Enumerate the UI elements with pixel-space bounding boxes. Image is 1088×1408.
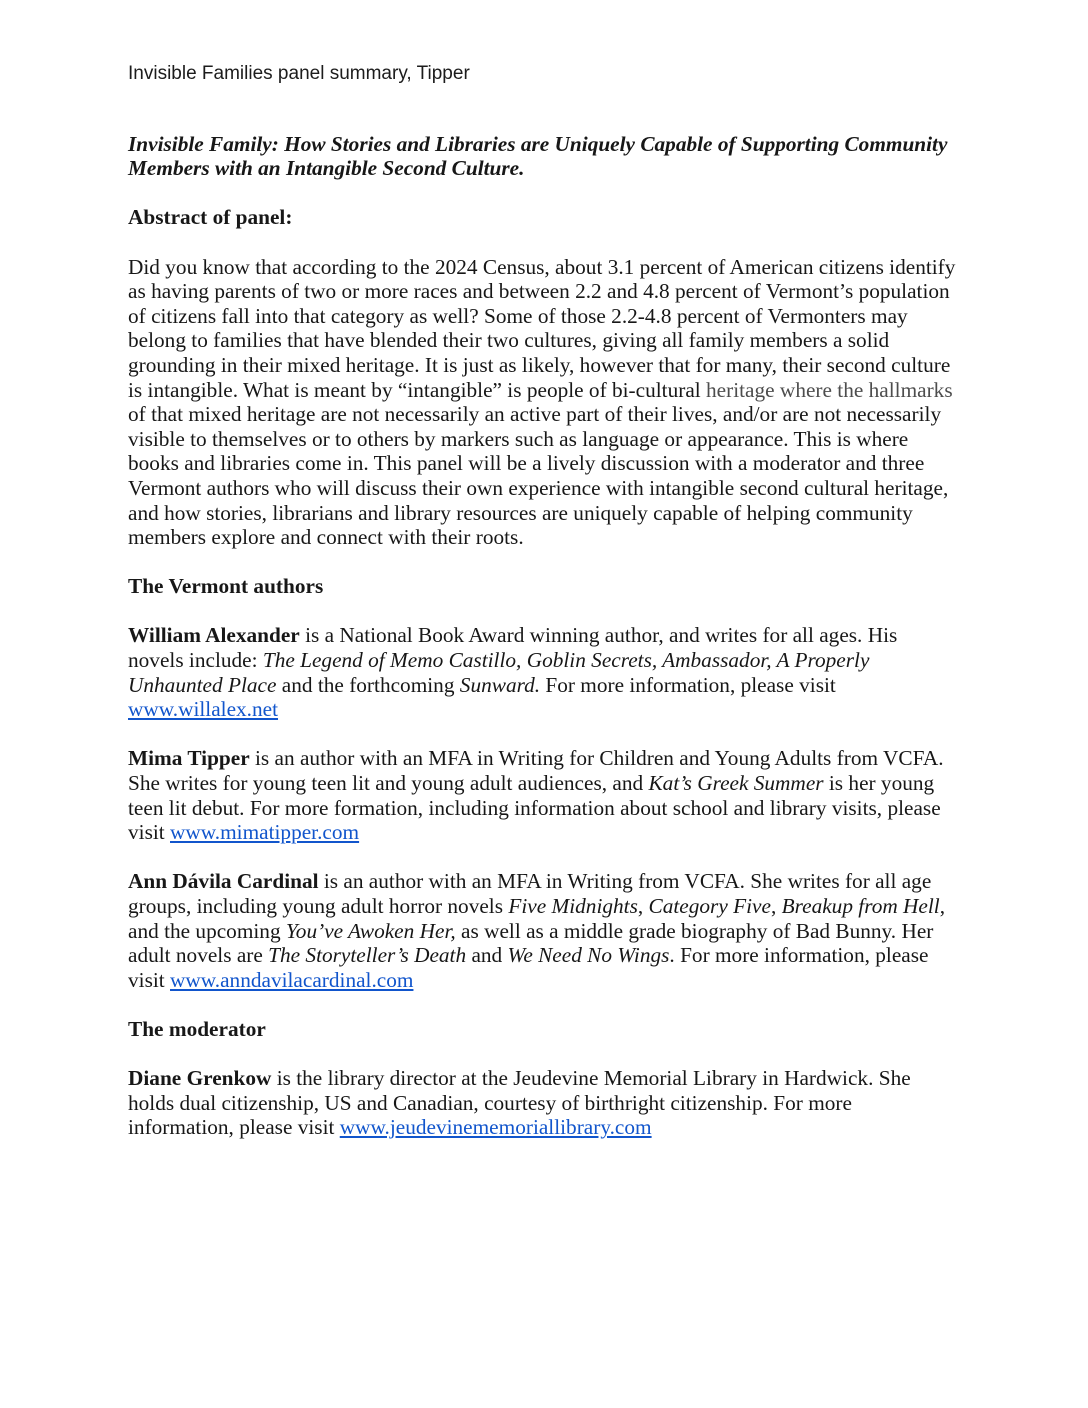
text-run: grounding in their mixed heritage. It is just as likely, however that for many, their second culture xyxy=(128,352,951,377)
text-run: is her young xyxy=(823,771,935,796)
text-run: holds dual citizenship, US and Canadian, courtesy of birthright citizenship. For more xyxy=(128,1090,852,1115)
text-run: visit xyxy=(128,967,171,992)
abstract-heading xyxy=(128,205,970,230)
author-mima-tipper-paragraph xyxy=(128,746,970,844)
text-line xyxy=(128,304,970,329)
text-line xyxy=(128,132,970,157)
text-line xyxy=(128,673,970,698)
text-line xyxy=(128,968,970,993)
text-run: and xyxy=(466,943,508,968)
text-run: Kat’s Greek Summer xyxy=(648,771,824,796)
text-line xyxy=(128,869,970,894)
text-run: is the library director at the Jeudevine Memorial Library in Hardwick. She xyxy=(271,1066,911,1091)
text-run: groups, including young adult horror novels xyxy=(128,894,509,918)
text-line xyxy=(128,156,970,181)
text-line xyxy=(128,501,970,526)
text-line xyxy=(128,255,970,280)
text-run: The Vermont authors xyxy=(128,574,324,599)
document-title xyxy=(128,132,970,181)
text-line xyxy=(128,402,970,427)
text-run: Abstract of panel: xyxy=(128,205,293,230)
text-run: adult novels are xyxy=(128,943,269,968)
abstract-paragraph xyxy=(128,255,970,550)
text-run: . For more information, please xyxy=(669,943,929,968)
text-run: is intangible. What is meant by “intangible” is people of bi-cultural xyxy=(128,377,707,402)
text-run: The Legend of Memo Castillo, Goblin Secrets, Ambassador, A Properly xyxy=(262,648,870,673)
text-run: of that mixed heritage are not necessarily an active part of their lives, and/or are not necessarily xyxy=(128,402,942,427)
text-line xyxy=(128,279,970,304)
text-run: novels include: xyxy=(128,648,263,673)
text-run: information, please visit xyxy=(128,1115,340,1140)
text-line xyxy=(128,328,970,353)
text-line xyxy=(128,451,970,476)
text-run: For more information, please visit xyxy=(540,672,836,697)
author-william-alexander-paragraph xyxy=(128,623,970,721)
text-run: Mima Tipper xyxy=(128,746,250,771)
text-run: Did you know that according to the 2024 Census, about 3.1 percent of American citizens identify xyxy=(128,254,956,279)
text-line xyxy=(128,353,970,378)
text-run: and how stories, librarians and library resources are uniquely capable of helping community xyxy=(128,500,913,525)
text-run: Five Midnights xyxy=(508,894,638,918)
text-line xyxy=(128,796,970,821)
text-run: of citizens fall into that category as well? Some of those 2.2-4.8 percent of Vermonters may xyxy=(128,303,908,328)
text-line xyxy=(128,697,970,722)
link-www-jeudevinememoriallibrary-com[interactable]: www.jeudevinememoriallibrary.com xyxy=(339,1115,652,1140)
author-ann-davila-cardinal-paragraph xyxy=(128,869,970,992)
text-line xyxy=(128,1066,970,1091)
text-run: She writes for young teen lit and young adult audiences, and xyxy=(128,771,649,796)
text-run: Members with an Intangible Second Culture. xyxy=(128,156,525,181)
text-run: Invisible Families panel summary, Tipper xyxy=(128,63,470,84)
text-line xyxy=(128,62,970,87)
text-run: and the forthcoming xyxy=(276,672,460,697)
text-run: books and libraries come in. This panel will be a lively discussion with a moderator and three xyxy=(128,451,925,476)
text-run: belong to families that have blended their two cultures, giving all family members a solid xyxy=(128,328,890,353)
text-run: is an author with an MFA in Writing from VCFA. She writes for all age xyxy=(318,869,932,894)
text-line xyxy=(128,1115,970,1140)
link-www-mimatipper-com[interactable]: www.mimatipper.com xyxy=(170,820,360,845)
text-line xyxy=(128,919,970,944)
text-line xyxy=(128,820,970,845)
text-line xyxy=(128,943,970,968)
text-run: Category Five xyxy=(648,894,771,918)
text-line xyxy=(128,476,970,501)
text-run: visible to themselves or to others by markers such as language or appearance. This is where xyxy=(128,426,909,451)
text-run: You’ve Awoken Her, xyxy=(285,918,456,943)
link-www-anndavilacardinal-com[interactable]: www.anndavilacardinal.com xyxy=(170,967,414,992)
text-line xyxy=(128,378,970,403)
text-run: Ann Dávila Cardinal xyxy=(128,869,319,894)
text-run: Invisible Family: How Stories and Libraries are Uniquely Capable of Supporting Community xyxy=(128,131,948,156)
text-run: and the upcoming xyxy=(128,918,286,943)
text-line xyxy=(128,1091,970,1116)
text-run: as well as a middle grade biography of Bad Bunny. Her xyxy=(455,918,934,943)
text-run: , xyxy=(637,894,649,918)
text-run: Unhaunted Place xyxy=(128,672,277,697)
text-run: heritage where the hallmarks xyxy=(706,377,953,402)
text-run: members explore and connect with their roots. xyxy=(128,525,524,550)
moderator-heading xyxy=(128,1017,970,1042)
text-line xyxy=(128,1017,970,1042)
text-run: is an author with an MFA in Writing for Children and Young Adults from VCFA. xyxy=(249,746,944,771)
text-line xyxy=(128,525,970,550)
text-run: The moderator xyxy=(128,1016,266,1041)
text-line xyxy=(128,205,970,230)
text-run: is a National Book Award winning author, and writes for all ages. His xyxy=(299,623,898,648)
text-line xyxy=(128,574,970,599)
running-header xyxy=(128,62,970,87)
text-line xyxy=(128,623,970,648)
link-www-willalex-net[interactable]: www.willalex.net xyxy=(128,697,279,722)
text-run: William Alexander xyxy=(128,623,300,648)
text-run: Vermont authors who will discuss their own experience with intangible second cultural heritage, xyxy=(128,475,949,500)
text-line xyxy=(128,894,970,919)
text-line xyxy=(128,746,970,771)
text-line xyxy=(128,427,970,452)
text-run: as having parents of two or more races and between 2.2 and 4.8 percent of Vermont’s population xyxy=(128,279,950,304)
text-run: , xyxy=(939,894,946,918)
text-run: The Storyteller’s Death xyxy=(268,943,467,968)
text-run: Breakup from Hell xyxy=(781,894,940,918)
text-line xyxy=(128,648,970,673)
text-run: visit xyxy=(128,820,171,845)
text-run: We Need No Wings xyxy=(507,943,670,968)
moderator-diane-grenkow-paragraph xyxy=(128,1066,970,1140)
text-run: , xyxy=(770,894,782,918)
text-line xyxy=(128,771,970,796)
text-run: Sunward. xyxy=(459,672,541,697)
text-run: Diane Grenkow xyxy=(128,1066,272,1091)
text-run: teen lit debut. For more formation, including information about school and library visits, please xyxy=(128,795,941,820)
vermont-authors-heading xyxy=(128,574,970,599)
